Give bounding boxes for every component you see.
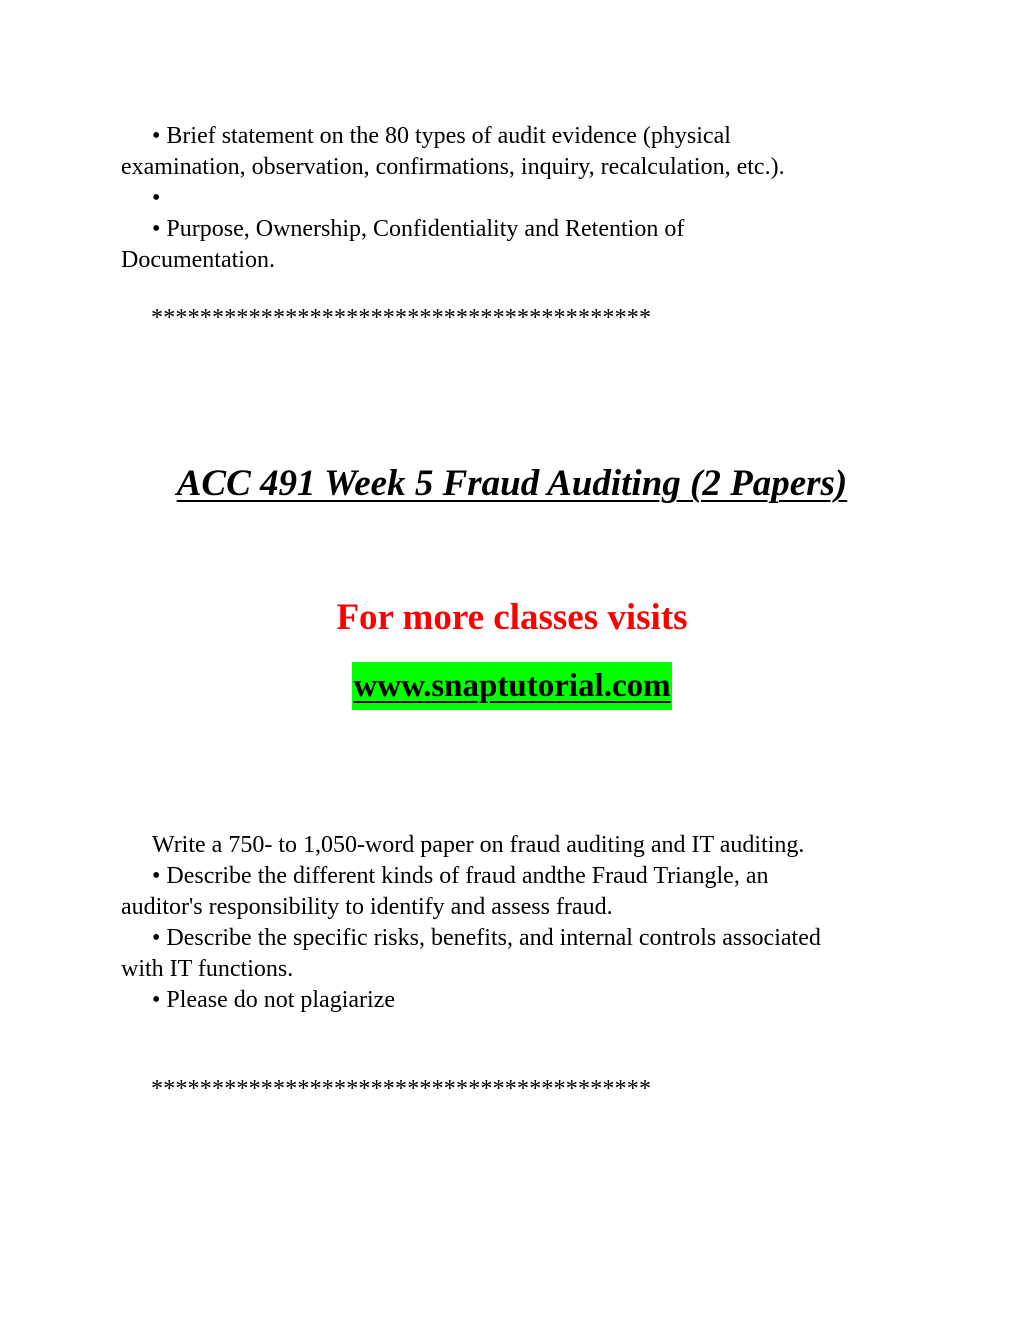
list-item bbox=[121, 985, 911, 1016]
list-item-continuation: auditor's responsibility to identify and assess fraud. bbox=[121, 894, 613, 920]
list-item bbox=[121, 121, 911, 152]
page-title: ACC 491 Week 5 Fraud Auditing (2 Papers) bbox=[176, 463, 848, 504]
website-link[interactable]: www.snaptutorial.com bbox=[352, 662, 671, 710]
assignment-description bbox=[121, 830, 911, 1016]
list-item-text: • Please do not plagiarize bbox=[152, 987, 395, 1013]
list-item-continuation: Documentation. bbox=[121, 247, 275, 273]
paragraph-line bbox=[121, 830, 911, 861]
requirements-list bbox=[121, 121, 911, 276]
list-item-text: • Purpose, Ownership, Confidentiality and Retention of bbox=[152, 216, 685, 242]
list-item-text: • Describe the specific risks, benefits, and internal controls associated bbox=[152, 925, 821, 951]
empty-bullet: • bbox=[152, 185, 161, 211]
list-item-text: • Describe the different kinds of fraud andthe Fraud Triangle, an bbox=[152, 863, 769, 889]
list-item bbox=[121, 861, 911, 892]
separator-top: ***************************************** bbox=[151, 305, 652, 331]
list-item-continuation: examination, observation, confirmations, inquiry, recalculation, etc.). bbox=[121, 154, 785, 180]
list-item-text: • Brief statement on the 80 types of audit evidence (physical bbox=[152, 123, 731, 149]
list-item-continuation: with IT functions. bbox=[121, 956, 294, 982]
separator-bottom: ***************************************** bbox=[151, 1076, 652, 1102]
list-item bbox=[121, 214, 911, 245]
promo-text: For more classes visits bbox=[336, 597, 688, 638]
assignment-intro: Write a 750- to 1,050-word paper on fraud auditing and IT auditing. bbox=[152, 832, 805, 858]
list-item bbox=[121, 923, 911, 954]
promo-link-container bbox=[0, 662, 1024, 710]
list-item bbox=[121, 183, 911, 214]
